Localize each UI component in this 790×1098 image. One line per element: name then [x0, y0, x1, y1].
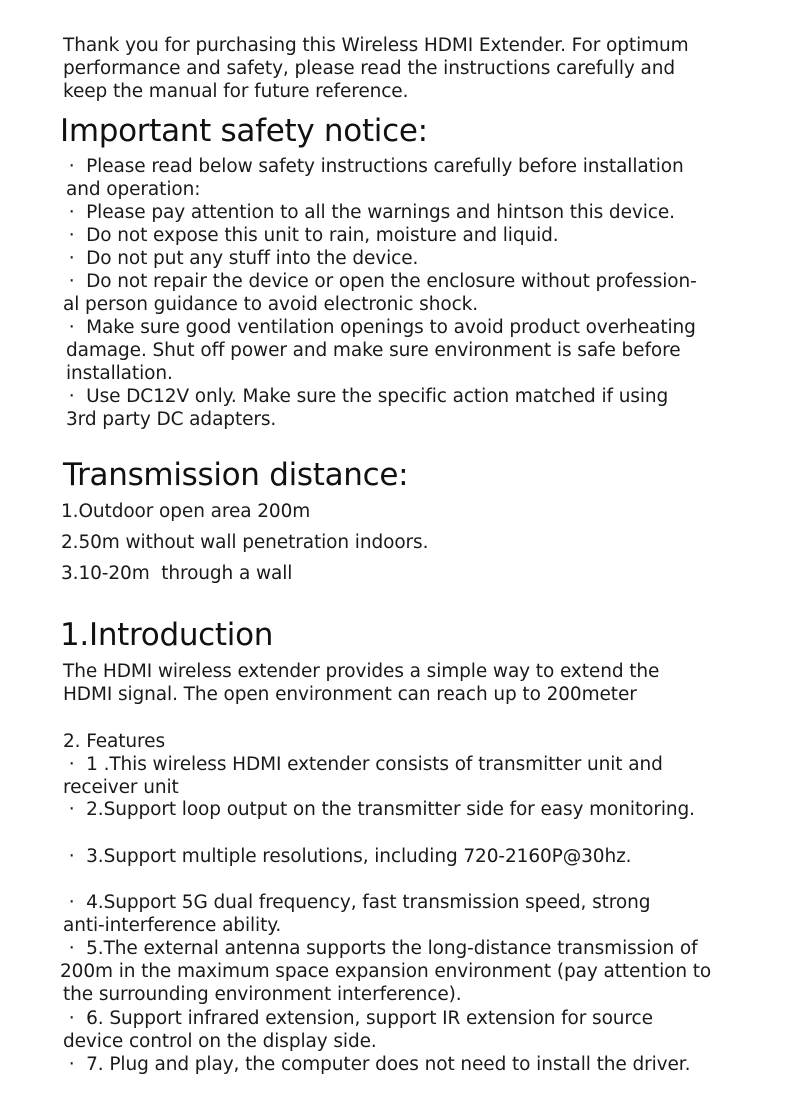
introduction-heading: 1.Introduction [60, 617, 274, 653]
intro-line-2: performance and safety, please read the instructions carefully and [63, 58, 676, 79]
introduction-line: The HDMI wireless extender provides a simple way to extend the [63, 661, 660, 682]
safety-line: · Do not put any stuff into the device. [63, 248, 419, 269]
intro-line-1: Thank you for purchasing this Wireless HDMI Extender. For optimum [63, 35, 689, 56]
intro-line-3: keep the manual for future reference. [63, 81, 409, 102]
feature-line: · 4.Support 5G dual frequency, fast transmission speed, strong [63, 892, 651, 913]
safety-line: 3rd party DC adapters. [66, 409, 277, 430]
feature-line: 200m in the maximum space expansion environment (pay attention to [60, 961, 712, 982]
feature-line: the surrounding environment interference). [63, 984, 462, 1005]
safety-heading: Important safety notice: [60, 113, 428, 149]
safety-line: al person guidance to avoid electronic shock. [63, 294, 479, 315]
feature-line: · 2.Support loop output on the transmitter side for easy monitoring. [63, 799, 695, 820]
features-title: 2. Features [63, 731, 165, 752]
distance-item: 2.50m without wall penetration indoors. [61, 532, 429, 553]
feature-line: · 1 .This wireless HDMI extender consists of transmitter unit and [63, 754, 663, 775]
introduction-line: HDMI signal. The open environment can reach up to 200meter [63, 684, 637, 705]
distance-item: 1.Outdoor open area 200m [61, 501, 311, 522]
feature-line: receiver unit [63, 777, 179, 798]
feature-line: · 3.Support multiple resolutions, including 720-2160P@30hz. [63, 846, 632, 867]
safety-line: · Do not repair the device or open the enclosure without profession- [63, 271, 697, 292]
feature-line: anti-interference ability. [63, 915, 282, 936]
distance-item: 3.10-20m through a wall [61, 563, 293, 584]
safety-line: and operation: [66, 179, 201, 200]
safety-line: · Use DC12V only. Make sure the specific action matched if using [63, 386, 669, 407]
safety-line: · Please pay attention to all the warnings and hintson this device. [63, 202, 675, 223]
safety-line: · Please read below safety instructions carefully before installation [63, 156, 684, 177]
distance-heading: Transmission distance: [63, 457, 409, 493]
safety-line: · Make sure good ventilation openings to avoid product overheating [63, 317, 696, 338]
feature-line: device control on the display side. [63, 1031, 377, 1052]
safety-line: installation. [66, 363, 173, 384]
safety-line: damage. Shut off power and make sure environment is safe before [66, 340, 681, 361]
feature-line: · 7. Plug and play, the computer does not need to install the driver. [63, 1054, 691, 1075]
feature-line: · 5.The external antenna supports the long-distance transmission of [63, 938, 698, 959]
safety-line: · Do not expose this unit to rain, moisture and liquid. [63, 225, 559, 246]
feature-line: · 6. Support infrared extension, support IR extension for source [63, 1008, 653, 1029]
